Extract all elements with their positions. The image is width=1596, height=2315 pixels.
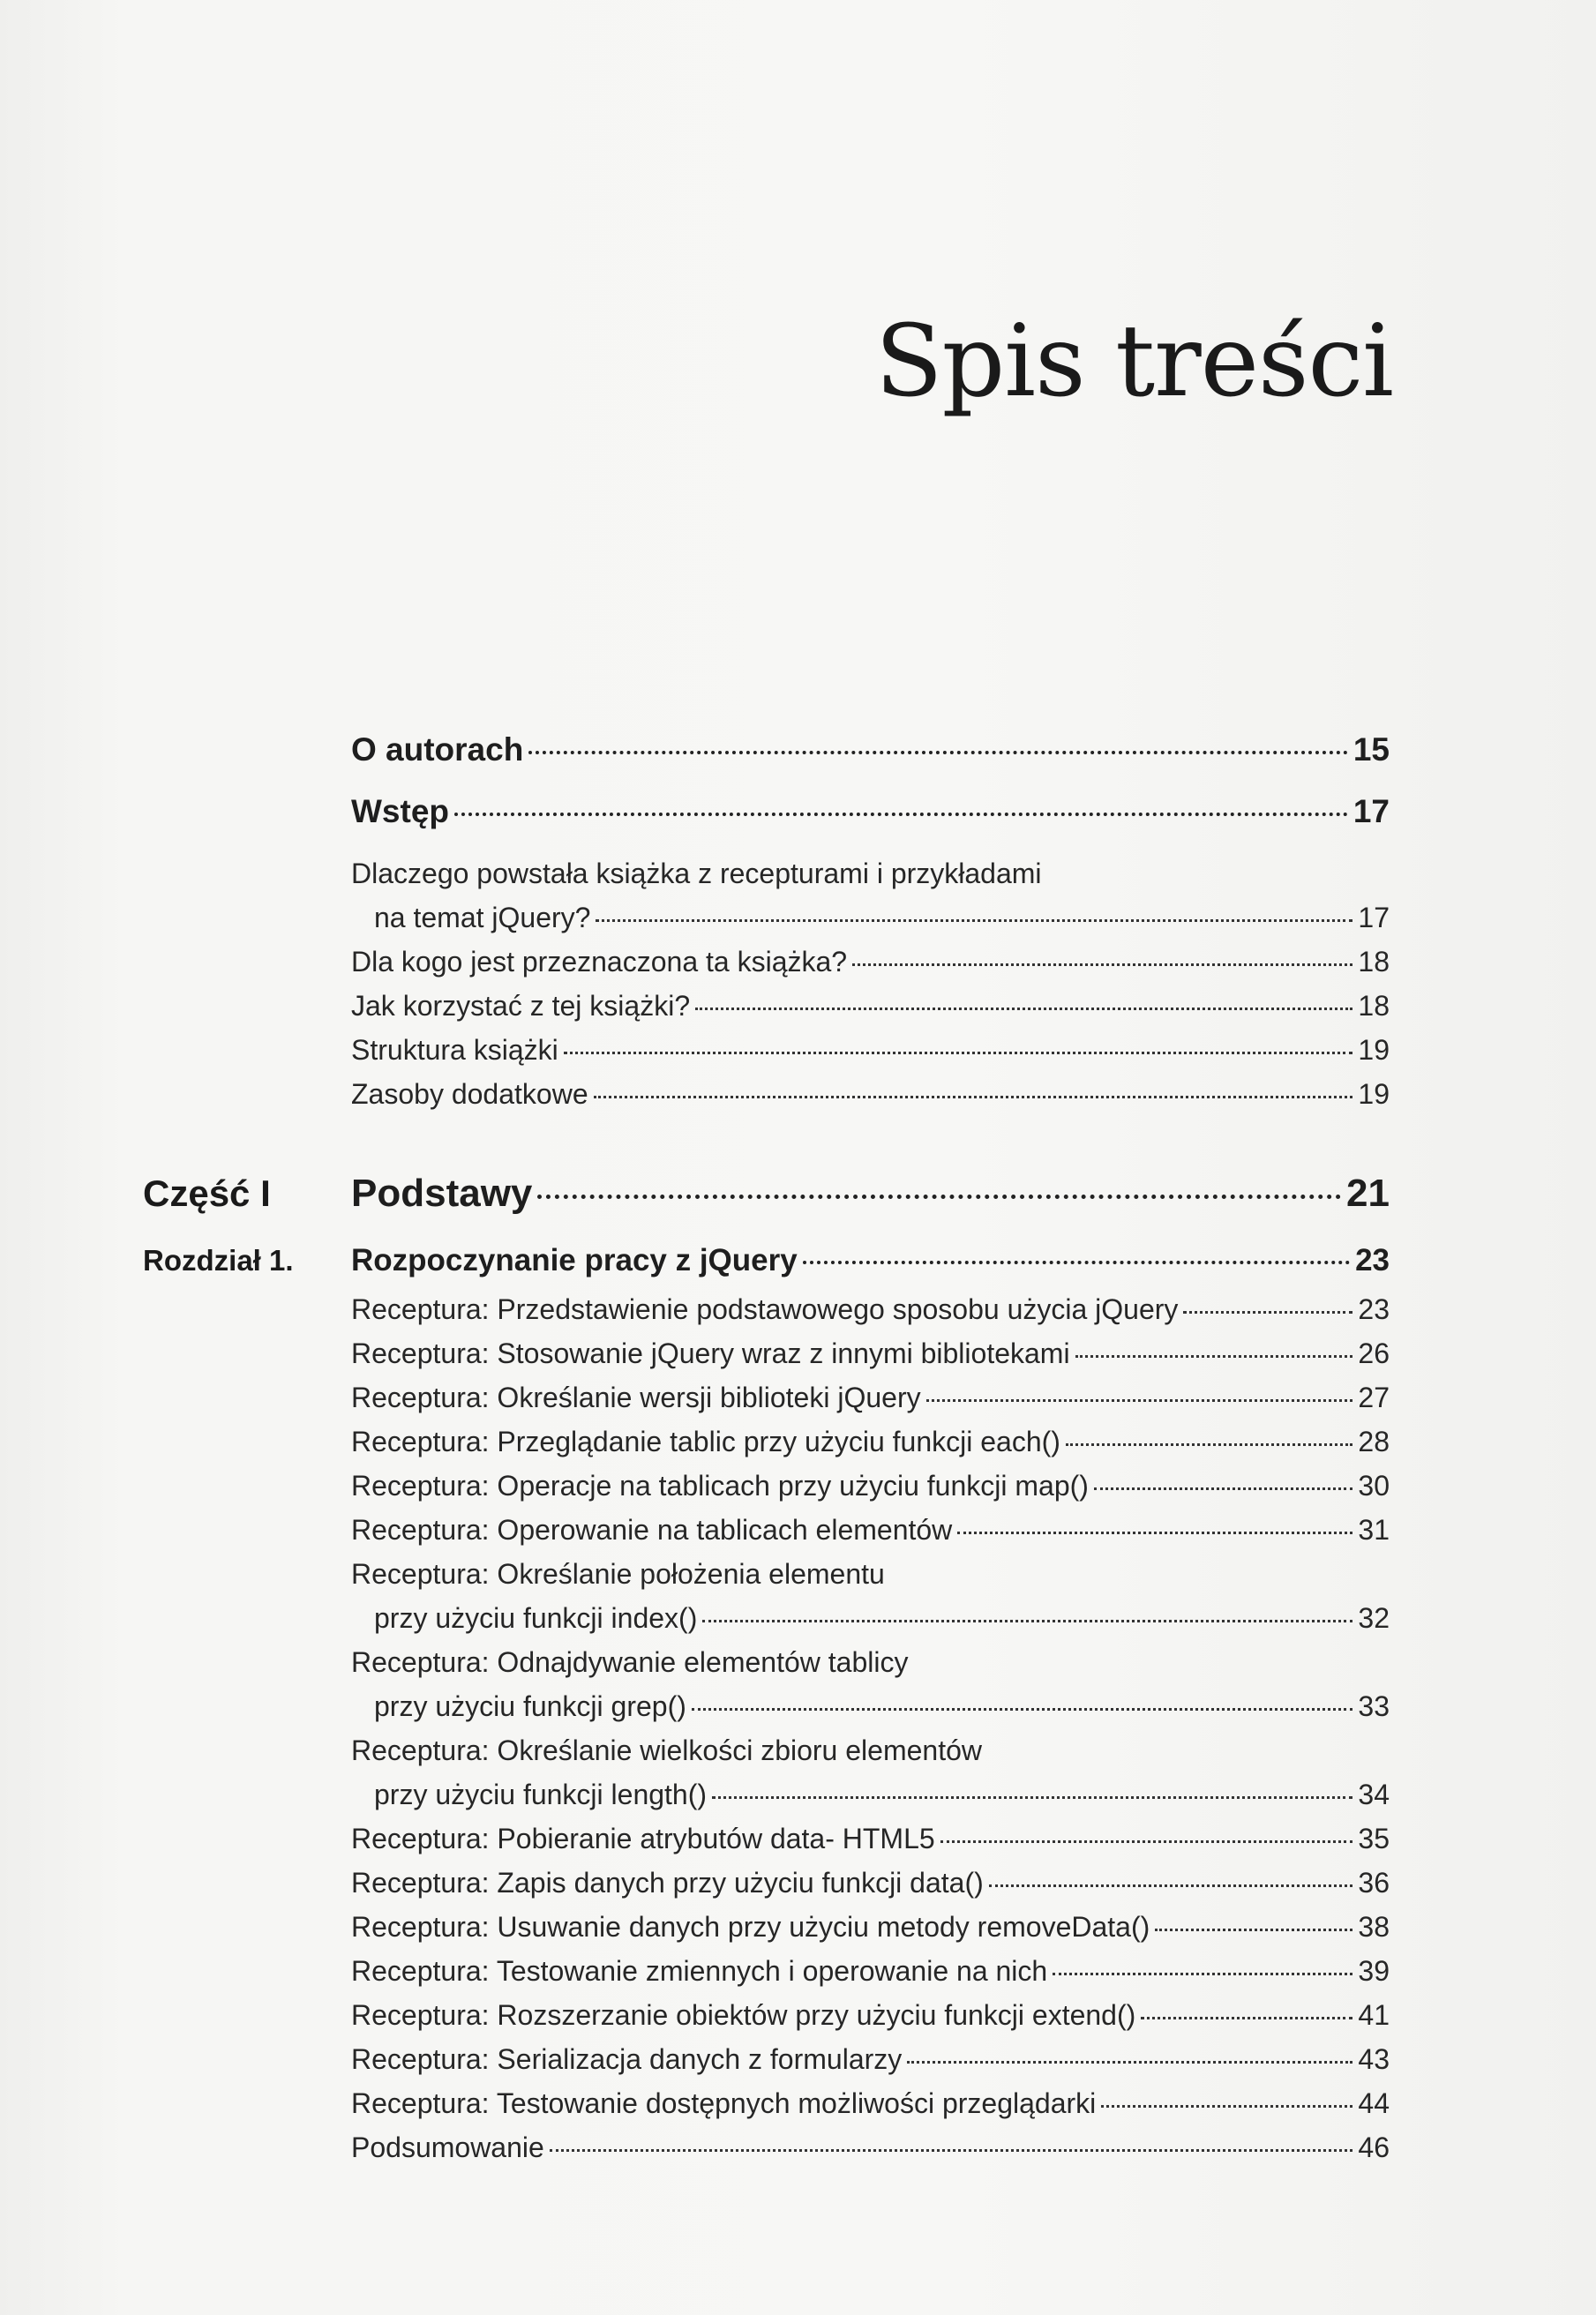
toc-entry-sub-nodots xyxy=(0,1728,1596,1772)
toc-entry-line xyxy=(351,719,1390,781)
dot-leader xyxy=(695,1008,1352,1010)
toc-entry-line xyxy=(351,1684,1390,1728)
toc-entry-sub xyxy=(0,1993,1596,2037)
toc-entry-title: Receptura: Operowanie na tablicach elementów xyxy=(351,1514,953,1546)
toc-entry-sub xyxy=(0,1331,1596,1375)
dot-leader xyxy=(550,2149,1353,2152)
toc-entry-line xyxy=(351,1772,1390,1817)
toc-entry-title: Receptura: Przeglądanie tablic przy użyciu funkcji each() xyxy=(351,1426,1060,1457)
dot-leader xyxy=(926,1399,1353,1402)
toc-entry-sub-nodots xyxy=(0,1552,1596,1596)
toc-entry-sub xyxy=(0,1287,1596,1331)
toc-entry-line xyxy=(351,1861,1390,1905)
toc-entry-sec xyxy=(0,781,1596,843)
toc-entry-title: przy użyciu funkcji length() xyxy=(374,1779,708,1810)
toc-entry-line xyxy=(351,1552,1390,1596)
toc-entry-title: Struktura książki xyxy=(351,1034,558,1066)
toc-entry-title: na temat jQuery? xyxy=(374,902,591,933)
toc-entry-line xyxy=(351,2125,1390,2169)
toc-entry-line xyxy=(351,1508,1390,1552)
page-number: 31 xyxy=(1358,1514,1390,1546)
toc-entry-sec xyxy=(0,719,1596,781)
part-label: Część I xyxy=(143,1172,271,1214)
dot-leader xyxy=(1053,1973,1352,1975)
page-number: 30 xyxy=(1358,1470,1390,1502)
page-number: 21 xyxy=(1346,1172,1390,1215)
toc-entry-title: Receptura: Przedstawienie podstawowego sposobu użycia jQuery xyxy=(351,1293,1179,1325)
toc-entry-title: Receptura: Serializacja danych z formularzy xyxy=(351,2043,903,2075)
page-number: 17 xyxy=(1358,902,1390,933)
toc-entry-line xyxy=(351,1287,1390,1331)
dot-leader xyxy=(1066,1443,1352,1446)
toc-entry-title: Receptura: Testowanie dostępnych możliwości przeglądarki xyxy=(351,2087,1097,2119)
page-number: 46 xyxy=(1358,2131,1390,2163)
toc-entry-sub xyxy=(0,2125,1596,2169)
dot-leader xyxy=(528,751,1348,754)
toc-entry-line xyxy=(351,1817,1390,1861)
page-number: 26 xyxy=(1358,1337,1390,1369)
toc-entry-line xyxy=(351,851,1390,895)
dot-leader xyxy=(1094,1487,1352,1490)
dot-leader xyxy=(957,1532,1352,1534)
page-number: 18 xyxy=(1358,990,1390,1022)
toc-entry-title: przy użyciu funkcji index() xyxy=(374,1602,698,1634)
dot-leader xyxy=(989,1884,1353,1887)
dot-leader xyxy=(803,1261,1350,1264)
page-number: 18 xyxy=(1358,946,1390,978)
page-number: 17 xyxy=(1352,793,1390,829)
dot-leader xyxy=(1075,1355,1353,1358)
toc-entry-sub2 xyxy=(0,1684,1596,1728)
toc-entry-line xyxy=(351,984,1390,1028)
toc-entry-title: Receptura: Określanie wersji biblioteki jQuery xyxy=(351,1382,921,1413)
toc-entry-line xyxy=(351,895,1390,940)
dot-leader xyxy=(940,1840,1353,1843)
table-of-contents xyxy=(0,719,1596,2169)
toc-entry-sub2 xyxy=(0,1596,1596,1640)
toc-entry-sub xyxy=(0,2037,1596,2081)
toc-entry-sub xyxy=(0,1817,1596,1861)
toc-entry-line xyxy=(351,1158,1390,1229)
page-number: 34 xyxy=(1358,1779,1390,1810)
toc-entry-title: Receptura: Zapis danych przy użyciu funkcji data() xyxy=(351,1867,984,1899)
dot-leader xyxy=(564,1052,1353,1054)
toc-entry-line xyxy=(351,1949,1390,1993)
toc-entry-line xyxy=(351,1640,1390,1684)
chapter-label: Rozdział 1. xyxy=(143,1244,294,1277)
dot-leader xyxy=(1155,1929,1352,1931)
toc-entry-line xyxy=(351,1375,1390,1420)
toc-entry-title: Receptura: Testowanie zmiennych i operowanie na nich xyxy=(351,1955,1048,1987)
toc-entry-line xyxy=(351,1596,1390,1640)
toc-entry-title: Receptura: Stosowanie jQuery wraz z innymi bibliotekami xyxy=(351,1337,1070,1369)
toc-entry-title: Dlaczego powstała książka z recepturami i przykładami xyxy=(351,858,1042,889)
page-number: 43 xyxy=(1358,2043,1390,2075)
dot-leader xyxy=(702,1620,1352,1622)
spacer xyxy=(0,1116,1596,1139)
toc-entry-title: Zasoby dodatkowe xyxy=(351,1078,588,1110)
dot-leader xyxy=(1183,1311,1352,1314)
page-number: 44 xyxy=(1358,2087,1390,2119)
toc-entry-title: Receptura: Odnajdywanie elementów tablicy xyxy=(351,1646,909,1678)
page-number: 23 xyxy=(1358,1293,1390,1325)
toc-entry-title: Jak korzystać z tej książki? xyxy=(351,990,691,1022)
toc-entry-title: Podsumowanie xyxy=(351,2131,544,2163)
page-number: 19 xyxy=(1358,1078,1390,1110)
page-number: 19 xyxy=(1358,1034,1390,1066)
spacer xyxy=(0,843,1596,851)
toc-entry-title: Receptura: Rozszerzanie obiektów przy użyciu funkcji extend() xyxy=(351,1999,1136,2031)
toc-entry-title: przy użyciu funkcji grep() xyxy=(374,1690,686,1722)
toc-entry-sub xyxy=(0,1375,1596,1420)
toc-entry-sub2 xyxy=(0,895,1596,940)
toc-entry-sub-nodots xyxy=(0,1640,1596,1684)
page-number: 33 xyxy=(1358,1690,1390,1722)
toc-entry-title: Receptura: Określanie położenia elementu xyxy=(351,1558,885,1590)
toc-entry-title: Receptura: Określanie wielkości zbioru elementów xyxy=(351,1734,982,1766)
page-number: 15 xyxy=(1352,731,1390,768)
toc-entry-title: Receptura: Usuwanie danych przy użyciu metody removeData() xyxy=(351,1911,1150,1943)
toc-entry-line xyxy=(351,1234,1390,1287)
toc-entry-sub xyxy=(0,984,1596,1028)
toc-entry-sub xyxy=(0,1949,1596,1993)
toc-entry-sub2 xyxy=(0,1772,1596,1817)
toc-entry-line xyxy=(351,1028,1390,1072)
page-number: 35 xyxy=(1358,1823,1390,1854)
toc-entry-sub xyxy=(0,1861,1596,1905)
toc-entry-line xyxy=(351,1420,1390,1464)
page-number: 23 xyxy=(1355,1243,1390,1277)
toc-entry-title: Receptura: Operacje na tablicach przy użyciu funkcji map() xyxy=(351,1470,1089,1502)
toc-entry-chap xyxy=(0,1234,1596,1287)
dot-leader xyxy=(1101,2105,1352,2108)
page-number: 28 xyxy=(1358,1426,1390,1457)
dot-leader xyxy=(907,2061,1352,2064)
dot-leader xyxy=(454,813,1348,816)
toc-entry-sub xyxy=(0,1420,1596,1464)
toc-entry-title: Receptura: Pobieranie atrybutów data- HTML5 xyxy=(351,1823,935,1854)
page-number: 32 xyxy=(1358,1602,1390,1634)
dot-leader xyxy=(712,1796,1352,1799)
page-number: 27 xyxy=(1358,1382,1390,1413)
toc-entry-line xyxy=(351,1464,1390,1508)
toc-entry-sub xyxy=(0,2081,1596,2125)
page-number: 38 xyxy=(1358,1911,1390,1943)
toc-entry-title: Podstawy xyxy=(351,1172,533,1215)
toc-entry-sub xyxy=(0,1508,1596,1552)
toc-entry-part xyxy=(0,1158,1596,1229)
toc-entry-line xyxy=(351,1072,1390,1116)
toc-entry-sub xyxy=(0,1072,1596,1116)
toc-entry-title: Rozpoczynanie pracy z jQuery xyxy=(351,1243,798,1277)
toc-entry-title: O autorach xyxy=(351,731,524,768)
toc-entry-line xyxy=(351,2037,1390,2081)
page-number: 36 xyxy=(1358,1867,1390,1899)
page-number: 41 xyxy=(1358,1999,1390,2031)
dot-leader xyxy=(537,1195,1341,1199)
toc-entry-sub xyxy=(0,940,1596,984)
dot-leader xyxy=(596,919,1352,922)
toc-entry-title: Dla kogo jest przeznaczona ta książka? xyxy=(351,946,848,978)
toc-entry-line xyxy=(351,781,1390,843)
dot-leader xyxy=(692,1708,1353,1711)
dot-leader xyxy=(852,963,1352,966)
toc-entry-line xyxy=(351,1993,1390,2037)
toc-entry-line xyxy=(351,1905,1390,1949)
toc-entry-line xyxy=(351,940,1390,984)
toc-entry-sub-nodots xyxy=(0,851,1596,895)
toc-entry-sub xyxy=(0,1464,1596,1508)
toc-entry-line xyxy=(351,1331,1390,1375)
dot-leader xyxy=(594,1096,1353,1098)
page-number: 39 xyxy=(1358,1955,1390,1987)
page-title: Spis treści xyxy=(874,304,1393,419)
toc-entry-line xyxy=(351,1728,1390,1772)
toc-entry-line xyxy=(351,2081,1390,2125)
toc-entry-sub xyxy=(0,1028,1596,1072)
toc-entry-sub xyxy=(0,1905,1596,1949)
dot-leader xyxy=(1141,2017,1352,2019)
toc-entry-title: Wstęp xyxy=(351,793,449,829)
